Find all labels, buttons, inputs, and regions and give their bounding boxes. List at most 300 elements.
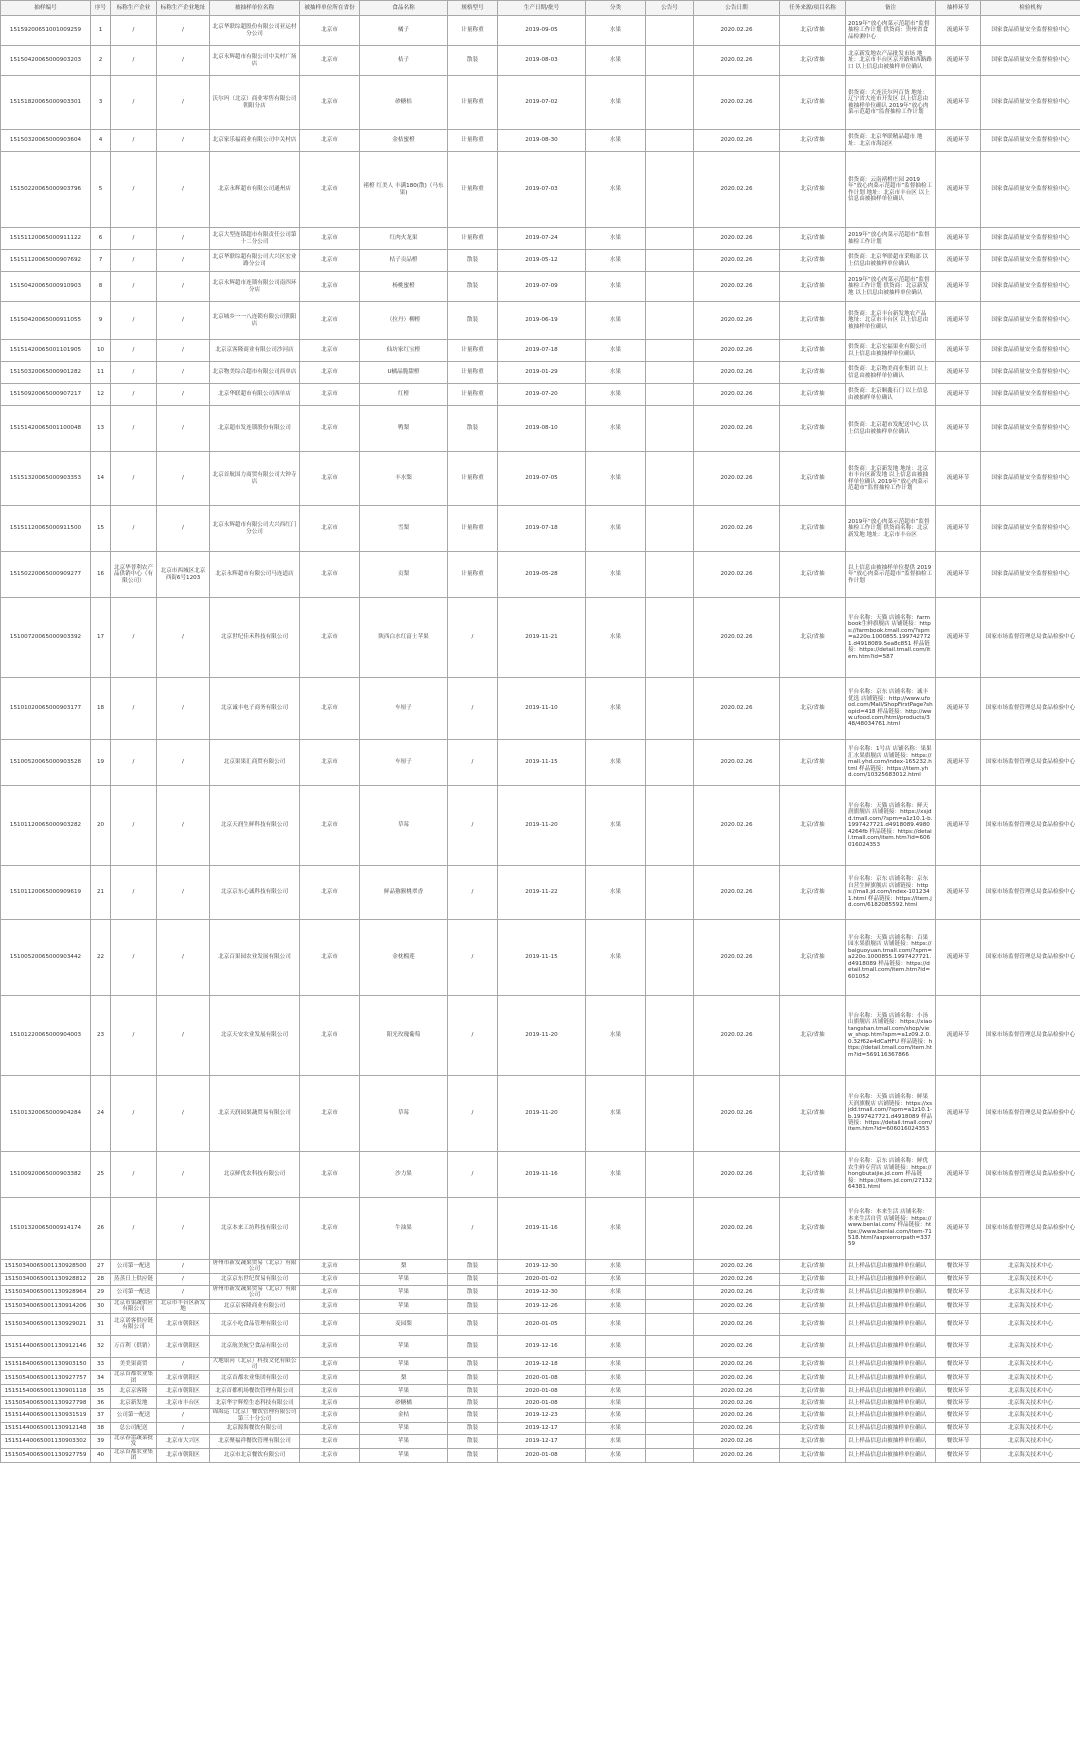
remark-cell: 以上样品信息由被抽样单位确认 bbox=[846, 1448, 936, 1462]
sample-code-cell: 15151440065001130912146 bbox=[1, 1335, 91, 1357]
category-cell: 水果 bbox=[586, 76, 646, 130]
food-name-cell: 桔子贡品橙 bbox=[360, 250, 448, 272]
category-cell: 水果 bbox=[586, 598, 646, 678]
category-cell: 水果 bbox=[586, 1357, 646, 1371]
manufacturer-address-cell: 北京市朝阳区 bbox=[157, 1313, 210, 1335]
announcement-number-cell bbox=[646, 1299, 694, 1313]
production-date-cell: 2019-12-16 bbox=[498, 1335, 586, 1357]
column-header: 被抽样单位所在省份 bbox=[300, 1, 360, 16]
header-row bbox=[1, 1, 1080, 16]
production-date-cell: 2019-11-22 bbox=[498, 866, 586, 920]
task-source-cell: 北京/省抽 bbox=[780, 130, 846, 152]
manufacturer-address-cell: 北京市西城区北京西街6号1203 bbox=[157, 552, 210, 598]
province-cell: 北京市 bbox=[300, 130, 360, 152]
task-source-cell: 北京/省抽 bbox=[780, 1285, 846, 1299]
serial-number-cell: 17 bbox=[91, 598, 111, 678]
manufacturer-address-cell: / bbox=[157, 1357, 210, 1371]
category-cell: 水果 bbox=[586, 1198, 646, 1260]
manufacturer-address-cell: / bbox=[157, 362, 210, 384]
column-header: 食品名称 bbox=[360, 1, 448, 16]
category-cell: 水果 bbox=[586, 1435, 646, 1449]
spec-cell: / bbox=[448, 598, 498, 678]
table-row bbox=[1, 406, 1080, 452]
sampling-stage-cell: 流通环节 bbox=[936, 866, 981, 920]
sampling-stage-cell: 流通环节 bbox=[936, 920, 981, 996]
testing-lab-cell: 国家食品质量安全监督检验中心 bbox=[981, 452, 1080, 506]
province-cell: 北京市 bbox=[300, 1285, 360, 1299]
serial-number-cell: 28 bbox=[91, 1273, 111, 1285]
table-row bbox=[1, 996, 1080, 1076]
task-source-cell: 北京/省抽 bbox=[780, 1273, 846, 1285]
announcement-number-cell bbox=[646, 1152, 694, 1198]
food-name-cell: 金桔蜜橙 bbox=[360, 130, 448, 152]
table-row bbox=[1, 46, 1080, 76]
food-name-cell: 阳光玫瑰葡萄 bbox=[360, 996, 448, 1076]
remark-cell: 供货商：北京超市发配送中心 以上信息由被抽样单位确认 bbox=[846, 406, 936, 452]
testing-lab-cell: 国家市场监督管理总局食品检验中心 bbox=[981, 866, 1080, 920]
serial-number-cell: 29 bbox=[91, 1285, 111, 1299]
province-cell: 北京市 bbox=[300, 1397, 360, 1409]
production-date-cell: 2020-01-08 bbox=[498, 1371, 586, 1385]
remark-cell: 以上样品信息由被抽样单位确认 bbox=[846, 1435, 936, 1449]
sampled-unit-cell: 北京京东心诚科技有限公司 bbox=[210, 866, 300, 920]
sampling-stage-cell: 流通环节 bbox=[936, 228, 981, 250]
serial-number-cell: 23 bbox=[91, 996, 111, 1076]
testing-lab-cell: 国家食品质量安全监督检验中心 bbox=[981, 552, 1080, 598]
testing-lab-cell: 国家食品质量安全监督检验中心 bbox=[981, 250, 1080, 272]
category-cell: 水果 bbox=[586, 384, 646, 406]
spec-cell: 散装 bbox=[448, 1423, 498, 1435]
announcement-date-cell: 2020.02.26 bbox=[694, 1076, 780, 1152]
announcement-date-cell: 2020.02.26 bbox=[694, 678, 780, 740]
sampled-unit-cell: 沃尔玛（北京）商业零售有限公司朝阳分店 bbox=[210, 76, 300, 130]
food-name-cell: 桔子 bbox=[360, 46, 448, 76]
sample-code-cell: 15101120065000909619 bbox=[1, 866, 91, 920]
announcement-date-cell: 2020.02.26 bbox=[694, 740, 780, 786]
manufacturer-cell: / bbox=[111, 1076, 157, 1152]
sampling-stage-cell: 流通环节 bbox=[936, 1076, 981, 1152]
remark-cell: 2019年“放心肉菜示范超市”监督抽检工作计划 供货商名称：北京新发地 地址：北京市丰台区 bbox=[846, 506, 936, 552]
food-name-cell: 杨桃蜜橙 bbox=[360, 272, 448, 302]
production-date-cell: 2019-01-29 bbox=[498, 362, 586, 384]
spec-cell: 计量称重 bbox=[448, 152, 498, 228]
task-source-cell: 北京/省抽 bbox=[780, 362, 846, 384]
table-row bbox=[1, 1397, 1080, 1409]
remark-cell: 供货商：北京顺鑫石门 以上信息由被抽样单位确认 bbox=[846, 384, 936, 406]
manufacturer-address-cell: / bbox=[157, 740, 210, 786]
table-row bbox=[1, 362, 1080, 384]
task-source-cell: 北京/省抽 bbox=[780, 506, 846, 552]
table-row bbox=[1, 1198, 1080, 1260]
table-row bbox=[1, 1409, 1080, 1423]
manufacturer-cell: 蒸蒸日上供应链 bbox=[111, 1273, 157, 1285]
sample-code-cell: 15151440065001130903302 bbox=[1, 1435, 91, 1449]
production-date-cell: 2019-12-30 bbox=[498, 1285, 586, 1299]
announcement-number-cell bbox=[646, 920, 694, 996]
testing-lab-cell: 国家市场监督管理总局食品检验中心 bbox=[981, 996, 1080, 1076]
table-row bbox=[1, 1435, 1080, 1449]
sample-code-cell: 15150420065000911055 bbox=[1, 302, 91, 340]
production-date-cell: 2020-01-08 bbox=[498, 1448, 586, 1462]
category-cell: 水果 bbox=[586, 1152, 646, 1198]
manufacturer-cell: / bbox=[111, 130, 157, 152]
category-cell: 水果 bbox=[586, 1299, 646, 1313]
task-source-cell: 北京/省抽 bbox=[780, 996, 846, 1076]
sample-code-cell: 15151540065001130901118 bbox=[1, 1385, 91, 1397]
production-date-cell: 2019-12-17 bbox=[498, 1423, 586, 1435]
manufacturer-cell: / bbox=[111, 46, 157, 76]
task-source-cell: 北京/省抽 bbox=[780, 866, 846, 920]
remark-cell: 以上样品信息由被抽样单位确认 bbox=[846, 1357, 936, 1371]
task-source-cell: 北京/省抽 bbox=[780, 1397, 846, 1409]
sampled-unit-cell: 北京华宇辉煌生态科技有限公司 bbox=[210, 1397, 300, 1409]
sampled-unit-cell: 北京鲜优农科技有限公司 bbox=[210, 1152, 300, 1198]
testing-lab-cell: 北京海关技术中心 bbox=[981, 1299, 1080, 1313]
table-row bbox=[1, 228, 1080, 250]
serial-number-cell: 26 bbox=[91, 1198, 111, 1260]
serial-number-cell: 33 bbox=[91, 1357, 111, 1371]
announcement-date-cell: 2020.02.26 bbox=[694, 866, 780, 920]
announcement-date-cell: 2020.02.26 bbox=[694, 46, 780, 76]
table-row bbox=[1, 678, 1080, 740]
table-row bbox=[1, 1423, 1080, 1435]
sample-code-cell: 15150920065000907217 bbox=[1, 384, 91, 406]
task-source-cell: 北京/省抽 bbox=[780, 552, 846, 598]
sampled-unit-cell: 北京永辉超市有限公司中关村广场店 bbox=[210, 46, 300, 76]
manufacturer-cell: / bbox=[111, 598, 157, 678]
announcement-date-cell: 2020.02.26 bbox=[694, 406, 780, 452]
sampling-stage-cell: 餐饮环节 bbox=[936, 1285, 981, 1299]
province-cell: 北京市 bbox=[300, 1313, 360, 1335]
sampled-unit-cell: 北京天润生鲜科技有限公司 bbox=[210, 786, 300, 866]
serial-number-cell: 5 bbox=[91, 152, 111, 228]
announcement-date-cell: 2020.02.26 bbox=[694, 1335, 780, 1357]
testing-lab-cell: 国家食品质量安全监督检验中心 bbox=[981, 406, 1080, 452]
spec-cell: 计量称重 bbox=[448, 384, 498, 406]
announcement-date-cell: 2020.02.26 bbox=[694, 1371, 780, 1385]
testing-lab-cell: 国家食品质量安全监督检验中心 bbox=[981, 228, 1080, 250]
spec-cell: 散装 bbox=[448, 1371, 498, 1385]
province-cell: 北京市 bbox=[300, 228, 360, 250]
serial-number-cell: 13 bbox=[91, 406, 111, 452]
announcement-date-cell: 2020.02.26 bbox=[694, 130, 780, 152]
spec-cell: 计量称重 bbox=[448, 340, 498, 362]
category-cell: 水果 bbox=[586, 1423, 646, 1435]
spec-cell: 散装 bbox=[448, 1397, 498, 1409]
testing-lab-cell: 国家食品质量安全监督检验中心 bbox=[981, 130, 1080, 152]
remark-cell: 供货商：北京宏福果业有限公司 以上信息由被抽样单位确认 bbox=[846, 340, 936, 362]
food-name-cell: 车厘子 bbox=[360, 740, 448, 786]
manufacturer-address-cell: / bbox=[157, 340, 210, 362]
testing-lab-cell: 国家食品质量安全监督检验中心 bbox=[981, 506, 1080, 552]
table-body bbox=[1, 16, 1080, 1463]
sampled-unit-cell: 北京大型连锁超市有限责任公司第十二分公司 bbox=[210, 228, 300, 250]
category-cell: 水果 bbox=[586, 678, 646, 740]
sampling-stage-cell: 流通环节 bbox=[936, 552, 981, 598]
announcement-number-cell bbox=[646, 1423, 694, 1435]
food-name-cell: 苹果 bbox=[360, 1448, 448, 1462]
category-cell: 水果 bbox=[586, 1335, 646, 1357]
food-name-cell: 金桔 bbox=[360, 1409, 448, 1423]
food-name-cell: 金枕榴莲 bbox=[360, 920, 448, 996]
sampled-unit-cell: 北京城乡一一八连锁有限公司朝阳店 bbox=[210, 302, 300, 340]
testing-lab-cell: 国家食品质量安全监督检验中心 bbox=[981, 272, 1080, 302]
production-date-cell: 2020-01-08 bbox=[498, 1385, 586, 1397]
production-date-cell: 2019-08-10 bbox=[498, 406, 586, 452]
testing-lab-cell: 北京海关技术中心 bbox=[981, 1385, 1080, 1397]
manufacturer-address-cell: / bbox=[157, 506, 210, 552]
sample-code-cell: 15100520065000903442 bbox=[1, 920, 91, 996]
announcement-number-cell bbox=[646, 272, 694, 302]
category-cell: 水果 bbox=[586, 46, 646, 76]
category-cell: 水果 bbox=[586, 16, 646, 46]
announcement-number-cell bbox=[646, 76, 694, 130]
serial-number-cell: 12 bbox=[91, 384, 111, 406]
sampling-stage-cell: 流通环节 bbox=[936, 740, 981, 786]
sampled-unit-cell: 北京超市发连锁股份有限公司 bbox=[210, 406, 300, 452]
serial-number-cell: 24 bbox=[91, 1076, 111, 1152]
remark-cell: 北京新发地农产品批发市场 地址：北京市丰台区京开路和西路路口 以上信息由被抽样单位确认 bbox=[846, 46, 936, 76]
sample-code-cell: 15151420065001100048 bbox=[1, 406, 91, 452]
announcement-date-cell: 2020.02.26 bbox=[694, 1448, 780, 1462]
serial-number-cell: 15 bbox=[91, 506, 111, 552]
column-header: 标称生产企业地址 bbox=[157, 1, 210, 16]
category-cell: 水果 bbox=[586, 250, 646, 272]
remark-cell: 平台名称：天猫 店铺名称：鲜天润旗舰店 店铺链接：https://xsjdd.tmall.com/?spm=a1z10.1-b.1997427721.d4918089.49804264fb 样品链接：https://detail.tmall.com/item.htm?id=606016024353 bbox=[846, 786, 936, 866]
food-name-cell: 鸭梨 bbox=[360, 406, 448, 452]
announcement-number-cell bbox=[646, 228, 694, 250]
food-name-cell: U橘晶脆甜橙 bbox=[360, 362, 448, 384]
column-header: 公告号 bbox=[646, 1, 694, 16]
testing-lab-cell: 北京海关技术中心 bbox=[981, 1260, 1080, 1274]
spec-cell: / bbox=[448, 1076, 498, 1152]
sample-code-cell: 15151420065001101905 bbox=[1, 340, 91, 362]
task-source-cell: 北京/省抽 bbox=[780, 920, 846, 996]
testing-lab-cell: 国家市场监督管理总局食品检验中心 bbox=[981, 598, 1080, 678]
remark-cell: 平台名称：京东 店铺名称：鲜优农生鲜专营店 店铺链接：https://hongbutaijie.jd.com 样品链接：https://item.jd.com/2713264381.html bbox=[846, 1152, 936, 1198]
task-source-cell: 北京/省抽 bbox=[780, 384, 846, 406]
remark-cell: 平台名称：天猫 店铺名称：小汤山旗舰店 店铺链接：https://xiaotangshan.tmall.com/shop/view_shop.htm?spm=a1z09.2.0.0.32f62e4dCaHFU 样品链接：https://detail.tmall.com/item.htm?id=569116367866 bbox=[846, 996, 936, 1076]
province-cell: 北京市 bbox=[300, 272, 360, 302]
manufacturer-cell: 北京新发地 bbox=[111, 1397, 157, 1409]
table-row bbox=[1, 1448, 1080, 1462]
province-cell: 北京市 bbox=[300, 452, 360, 506]
food-name-cell: 苹果 bbox=[360, 1423, 448, 1435]
sampling-stage-cell: 流通环节 bbox=[936, 1198, 981, 1260]
remark-cell: 供货商：大连沃尔玛百货 地址：辽宁省大连市开发区 以上信息由被抽样单位确认 2019年“放心肉菜示范超市”监督抽检工作计划 bbox=[846, 76, 936, 130]
sampling-stage-cell: 流通环节 bbox=[936, 76, 981, 130]
task-source-cell: 北京/省抽 bbox=[780, 1371, 846, 1385]
column-header: 规格型号 bbox=[448, 1, 498, 16]
task-source-cell: 北京/省抽 bbox=[780, 678, 846, 740]
announcement-number-cell bbox=[646, 1448, 694, 1462]
production-date-cell: 2019-12-17 bbox=[498, 1435, 586, 1449]
production-date-cell: 2019-09-05 bbox=[498, 16, 586, 46]
food-name-cell: 沙力果 bbox=[360, 1152, 448, 1198]
manufacturer-cell: / bbox=[111, 340, 157, 362]
announcement-number-cell bbox=[646, 1385, 694, 1397]
food-name-cell: 车厘子 bbox=[360, 678, 448, 740]
testing-lab-cell: 北京海关技术中心 bbox=[981, 1435, 1080, 1449]
column-header: 任务来源/项目名称 bbox=[780, 1, 846, 16]
production-date-cell: 2019-08-30 bbox=[498, 130, 586, 152]
table-row bbox=[1, 1357, 1080, 1371]
category-cell: 水果 bbox=[586, 406, 646, 452]
category-cell: 水果 bbox=[586, 1385, 646, 1397]
sampled-unit-cell: 北京诚丰电子商务有限公司 bbox=[210, 678, 300, 740]
sampling-stage-cell: 餐饮环节 bbox=[936, 1448, 981, 1462]
task-source-cell: 北京/省抽 bbox=[780, 1335, 846, 1357]
table-row bbox=[1, 152, 1080, 228]
testing-lab-cell: 国家食品质量安全监督检验中心 bbox=[981, 152, 1080, 228]
remark-cell: 供货商：北京华联超市采购部 以上信息由被抽样单位确认 bbox=[846, 250, 936, 272]
announcement-date-cell: 2020.02.26 bbox=[694, 340, 780, 362]
remark-cell: 供货商：北京物美商业集团 以上信息由被抽样单位确认 bbox=[846, 362, 936, 384]
announcement-number-cell bbox=[646, 996, 694, 1076]
announcement-date-cell: 2020.02.26 bbox=[694, 362, 780, 384]
manufacturer-cell: / bbox=[111, 1152, 157, 1198]
manufacturer-cell: / bbox=[111, 362, 157, 384]
manufacturer-cell: / bbox=[111, 152, 157, 228]
sampling-stage-cell: 餐饮环节 bbox=[936, 1423, 981, 1435]
spec-cell: 散装 bbox=[448, 272, 498, 302]
province-cell: 北京市 bbox=[300, 740, 360, 786]
column-header: 序号 bbox=[91, 1, 111, 16]
announcement-number-cell bbox=[646, 740, 694, 786]
announcement-number-cell bbox=[646, 250, 694, 272]
table-row bbox=[1, 552, 1080, 598]
production-date-cell: 2020-01-02 bbox=[498, 1273, 586, 1285]
announcement-date-cell: 2020.02.26 bbox=[694, 996, 780, 1076]
food-name-cell: 麦园梨 bbox=[360, 1313, 448, 1335]
manufacturer-cell: 北京京客隆 bbox=[111, 1385, 157, 1397]
manufacturer-address-cell: / bbox=[157, 920, 210, 996]
manufacturer-address-cell: / bbox=[157, 302, 210, 340]
spec-cell: 计量称重 bbox=[448, 506, 498, 552]
testing-lab-cell: 国家市场监督管理总局食品检验中心 bbox=[981, 920, 1080, 996]
spec-cell: 散装 bbox=[448, 1435, 498, 1449]
announcement-number-cell bbox=[646, 1409, 694, 1423]
production-date-cell: 2019-07-20 bbox=[498, 384, 586, 406]
serial-number-cell: 9 bbox=[91, 302, 111, 340]
production-date-cell: 2019-11-16 bbox=[498, 1152, 586, 1198]
announcement-number-cell bbox=[646, 384, 694, 406]
announcement-date-cell: 2020.02.26 bbox=[694, 452, 780, 506]
sampled-unit-cell: 北京源海餐饮有限公司 bbox=[210, 1423, 300, 1435]
manufacturer-cell: / bbox=[111, 16, 157, 46]
task-source-cell: 北京/省抽 bbox=[780, 272, 846, 302]
production-date-cell: 2019-07-18 bbox=[498, 506, 586, 552]
manufacturer-cell: / bbox=[111, 506, 157, 552]
food-name-cell: 砂糖橘 bbox=[360, 1397, 448, 1409]
task-source-cell: 北京/省抽 bbox=[780, 1409, 846, 1423]
column-header: 抽样编号 bbox=[1, 1, 91, 16]
sampling-stage-cell: 流通环节 bbox=[936, 598, 981, 678]
sample-code-cell: 15150340065001130914206 bbox=[1, 1299, 91, 1313]
sampling-stage-cell: 流通环节 bbox=[936, 272, 981, 302]
testing-lab-cell: 国家食品质量安全监督检验中心 bbox=[981, 340, 1080, 362]
remark-cell: 2019年“放心肉菜示范超市”监督抽检工作计划 bbox=[846, 228, 936, 250]
sampled-unit-cell: 北京物美综合超市有限公司西单店 bbox=[210, 362, 300, 384]
sampled-unit-cell: 锦海运（北京）餐饮管理有限公司第三十分公司 bbox=[210, 1409, 300, 1423]
sample-code-cell: 15150220065000909277 bbox=[1, 552, 91, 598]
manufacturer-address-cell: / bbox=[157, 46, 210, 76]
food-name-cell: 苹果 bbox=[360, 1385, 448, 1397]
task-source-cell: 北京/省抽 bbox=[780, 228, 846, 250]
province-cell: 北京市 bbox=[300, 920, 360, 996]
manufacturer-address-cell: / bbox=[157, 598, 210, 678]
sampling-stage-cell: 餐饮环节 bbox=[936, 1435, 981, 1449]
sample-code-cell: 15151120065000911500 bbox=[1, 506, 91, 552]
announcement-date-cell: 2020.02.26 bbox=[694, 1357, 780, 1371]
task-source-cell: 北京/省抽 bbox=[780, 786, 846, 866]
production-date-cell: 2019-05-28 bbox=[498, 552, 586, 598]
production-date-cell: 2019-07-09 bbox=[498, 272, 586, 302]
manufacturer-cell: / bbox=[111, 740, 157, 786]
testing-lab-cell: 北京海关技术中心 bbox=[981, 1285, 1080, 1299]
task-source-cell: 北京/省抽 bbox=[780, 1198, 846, 1260]
food-name-cell: 苹果 bbox=[360, 1285, 448, 1299]
testing-lab-cell: 北京海关技术中心 bbox=[981, 1357, 1080, 1371]
remark-cell: 平台名称：天猫 店铺名称：百果园水果旗舰店 店铺链接：https://baiguoyuan.tmall.com/?spm=a220o.1000855.1997427721.d4918089 样品链接：https://detail.tmall.com/item.htm?id=601052 bbox=[846, 920, 936, 996]
production-date-cell: 2019-08-03 bbox=[498, 46, 586, 76]
table-row bbox=[1, 1299, 1080, 1313]
manufacturer-address-cell: 北京市朝阳区 bbox=[157, 1335, 210, 1357]
remark-cell: 以上样品信息由被抽样单位确认 bbox=[846, 1260, 936, 1274]
manufacturer-cell: 公司第一配送 bbox=[111, 1260, 157, 1274]
manufacturer-cell: 公司第一配送 bbox=[111, 1409, 157, 1423]
announcement-number-cell bbox=[646, 340, 694, 362]
sampled-unit-cell: 北京华联综超有限公司大兴区宏业路分公司 bbox=[210, 250, 300, 272]
manufacturer-address-cell: / bbox=[157, 272, 210, 302]
announcement-date-cell: 2020.02.26 bbox=[694, 1285, 780, 1299]
manufacturer-cell: / bbox=[111, 996, 157, 1076]
announcement-date-cell: 2020.02.26 bbox=[694, 152, 780, 228]
sampled-unit-cell: 北京世纪佳禾科技有限公司 bbox=[210, 598, 300, 678]
task-source-cell: 北京/省抽 bbox=[780, 1152, 846, 1198]
table-row bbox=[1, 1273, 1080, 1285]
remark-cell: 2019年“放心肉菜示范超市”监督抽检工作计划 供货商：贵州省食品检测中心 bbox=[846, 16, 936, 46]
announcement-number-cell bbox=[646, 1198, 694, 1260]
table-row bbox=[1, 76, 1080, 130]
sampling-stage-cell: 流通环节 bbox=[936, 406, 981, 452]
announcement-date-cell: 2020.02.26 bbox=[694, 920, 780, 996]
category-cell: 水果 bbox=[586, 1285, 646, 1299]
column-header: 检验机构 bbox=[981, 1, 1080, 16]
manufacturer-cell: 北京华普利农产品供销中心（有限公司） bbox=[111, 552, 157, 598]
column-header: 被抽样单位名称 bbox=[210, 1, 300, 16]
serial-number-cell: 35 bbox=[91, 1385, 111, 1397]
testing-lab-cell: 国家食品质量安全监督检验中心 bbox=[981, 46, 1080, 76]
announcement-date-cell: 2020.02.26 bbox=[694, 250, 780, 272]
sample-code-cell: 15151320065000903353 bbox=[1, 452, 91, 506]
sample-code-cell: 15150340065001130929021 bbox=[1, 1313, 91, 1335]
sampling-stage-cell: 流通环节 bbox=[936, 452, 981, 506]
spec-cell: 计量称重 bbox=[448, 552, 498, 598]
column-header: 生产日期/批号 bbox=[498, 1, 586, 16]
sampling-stage-cell: 餐饮环节 bbox=[936, 1409, 981, 1423]
sampling-stage-cell: 餐饮环节 bbox=[936, 1260, 981, 1274]
task-source-cell: 北京/省抽 bbox=[780, 1260, 846, 1274]
announcement-date-cell: 2020.02.26 bbox=[694, 228, 780, 250]
manufacturer-cell: 北京市果蔬供应有限公司 bbox=[111, 1299, 157, 1313]
serial-number-cell: 20 bbox=[91, 786, 111, 866]
serial-number-cell: 39 bbox=[91, 1435, 111, 1449]
announcement-number-cell bbox=[646, 362, 694, 384]
sampling-stage-cell: 餐饮环节 bbox=[936, 1299, 981, 1313]
manufacturer-cell: 公司第一配送 bbox=[111, 1285, 157, 1299]
manufacturer-cell: / bbox=[111, 384, 157, 406]
